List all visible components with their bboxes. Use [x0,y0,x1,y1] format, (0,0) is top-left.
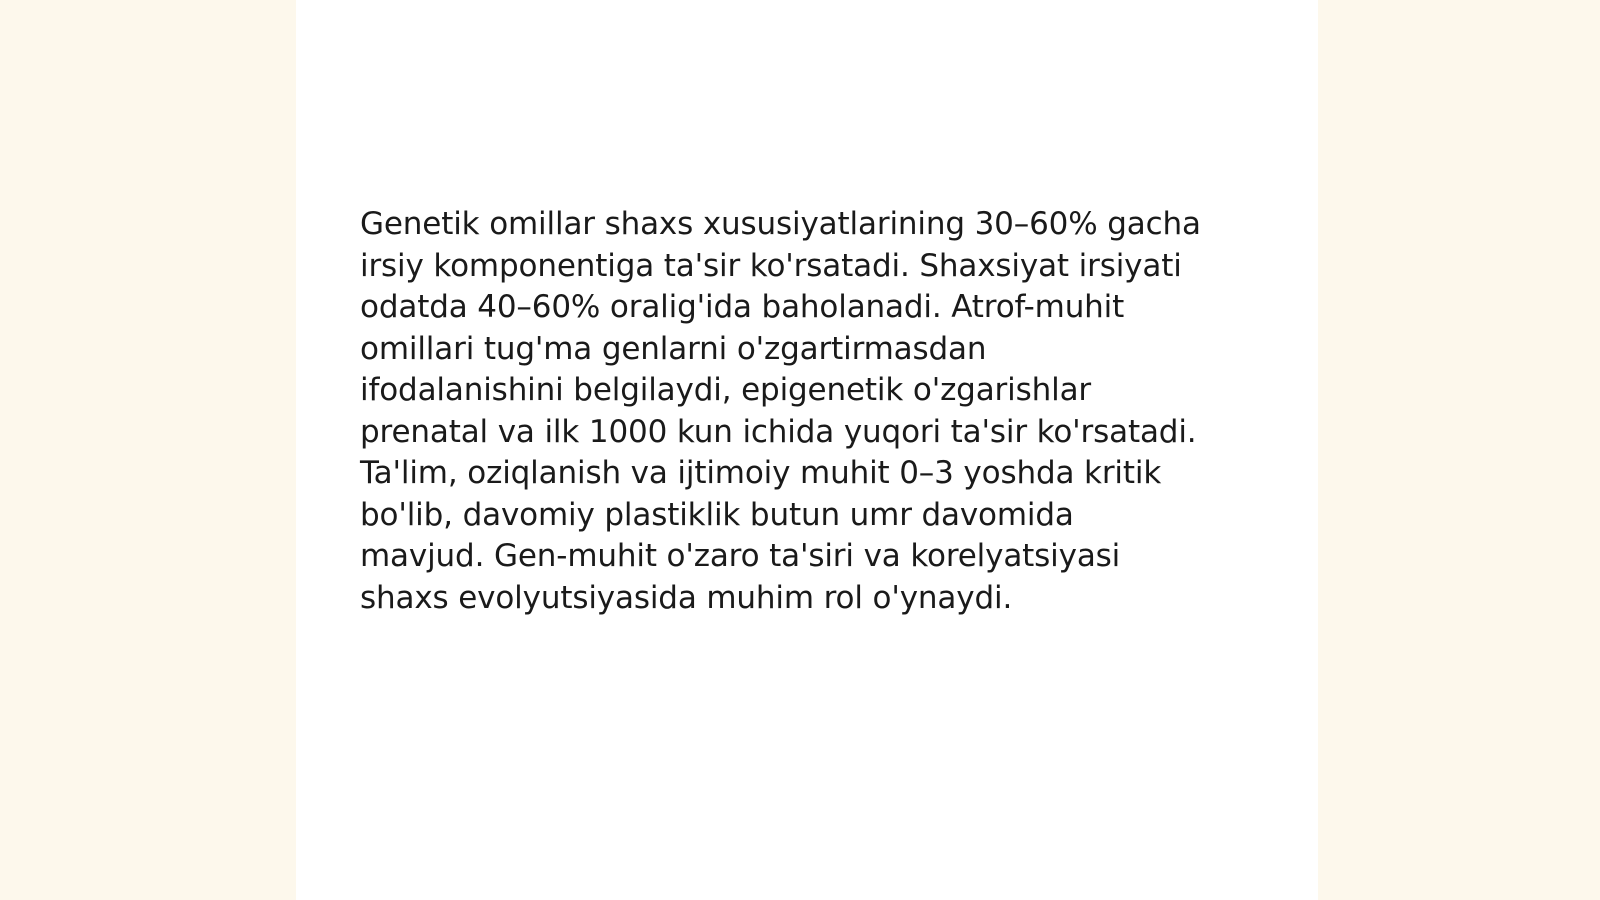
paragraph-line: odatda 40–60% oralig'ida baholanadi. Atrof-muhit [360,289,1125,325]
paragraph-line: omillari tug'ma genlarni o'zgartirmasdan [360,330,987,367]
paragraph-line: Genetik omillar shaxs xususiyatlarining 30–60% gacha [360,206,1201,242]
body-paragraph [360,204,1260,619]
paragraph-line: ifodalanishini belgilaydi, epigenetik o'zgarishlar [360,372,1092,408]
paragraph-line: mavjud. Gen-muhit o'zaro ta'siri va korelyatsiyasi [360,538,1121,574]
paragraph-line: prenatal va ilk 1000 kun ichida yuqori ta'sir ko'rsatadi. [360,413,1197,450]
paragraph-line: bo'lib, davomiy plastiklik butun umr davomida [360,496,1074,533]
document-page [296,0,1318,900]
paragraph-line: shaxs evolyutsiyasida muhim rol o'ynaydi. [360,579,1013,616]
paragraph-line: irsiy komponentiga ta'sir ko'rsatadi. Shaxsiyat irsiyati [360,247,1182,284]
paragraph-line: Ta'lim, oziqlanish va ijtimoiy muhit 0–3 yoshda kritik [360,455,1162,491]
